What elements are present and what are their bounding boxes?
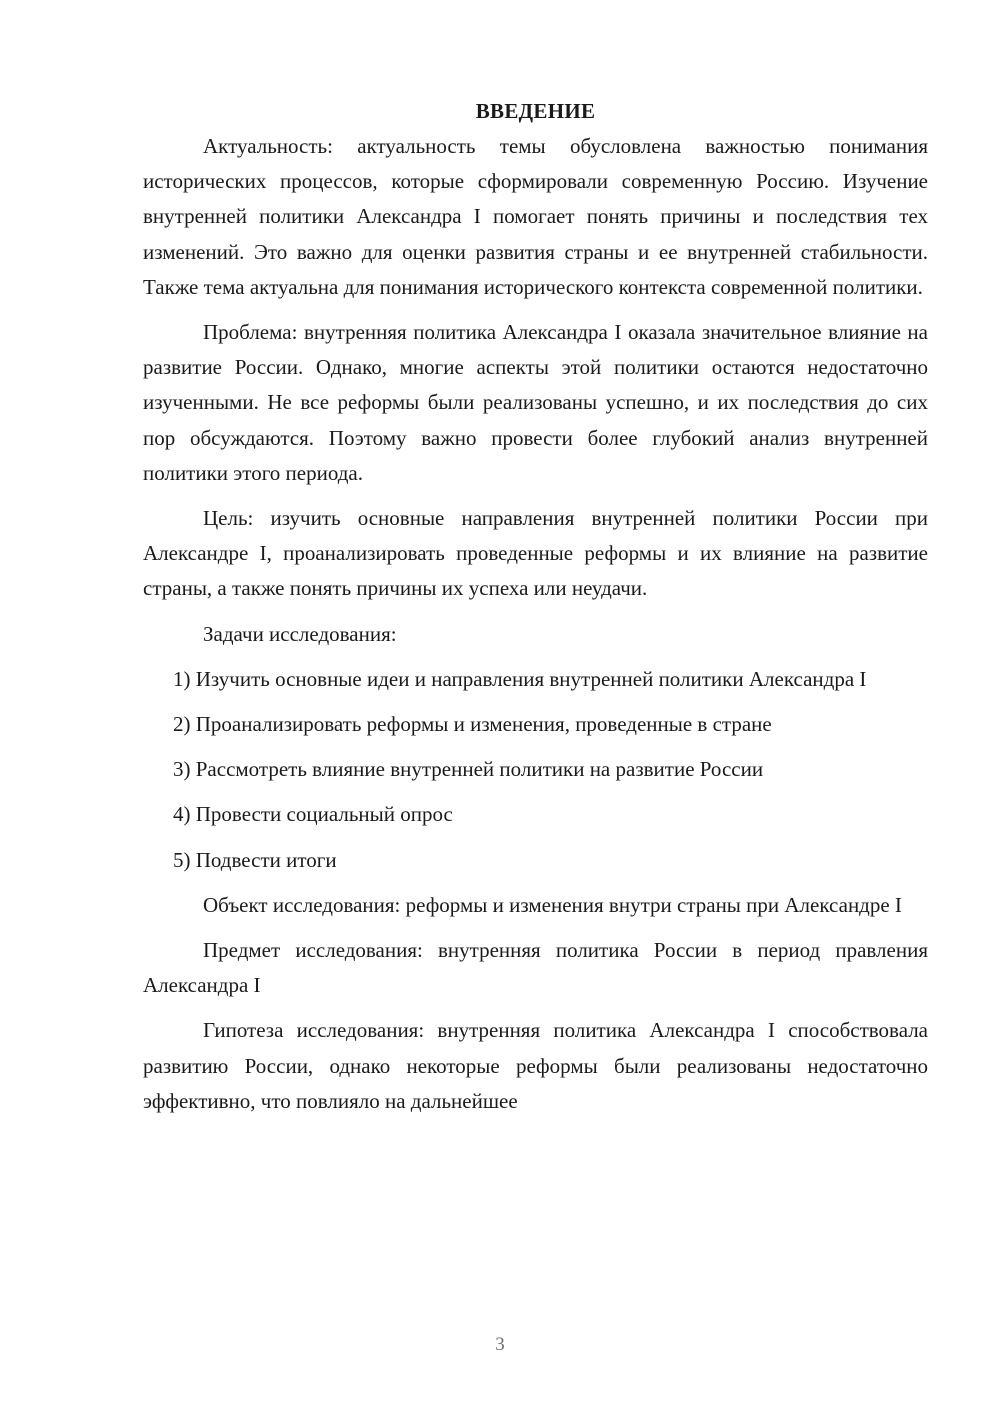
task-item: 3) Рассмотреть влияние внутренней политики на развитие России [173,757,764,782]
task-item: 2) Проанализировать реформы и изменения, проведенные в стране [173,712,772,737]
task-item: 4) Провести социальный опрос [173,802,453,827]
task-item: 5) Подвести итоги [173,847,337,872]
tasks-heading: Задачи исследования: [203,621,397,646]
goal-paragraph: Цель: изучить основные направления внутренней политики России при Александре I, проанализировать проведенные реформы и их влияние на развитие страны, а также понять причины их успеха или неудачи. [143,506,928,601]
task-item: 1) Изучить основные идеи и направления внутренней политики Александра I [173,666,867,691]
subject-paragraph: Предмет исследования: внутренняя политика России в период правления Александра I [143,938,928,998]
relevance-paragraph: Актуальность: актуальность темы обусловлена важностью понимания исторических процессов, которые сформировали современную Россию. Изучение внутренней политики Александра I помогает понять причины и последствия тех изменений. Это важно для оценки развития страны и ее внутренней стабильности. Также тема актуальна для понимания исторического контекста современной политики. [143,134,928,299]
problem-paragraph: Проблема: внутренняя политика Александра I оказала значительное влияние на развитие России. Однако, многие аспекты этой политики остаются недостаточно изученными. Не все реформы были реализованы успешно, и их последствия до сих пор обсуждаются. Поэтому важно провести более глубокий анализ внутренней политики этого периода. [143,320,928,485]
section-title: ВВЕДЕНИЕ [475,99,596,123]
document-page [143,94,928,1119]
object-paragraph: Объект исследования: реформы и изменения внутри страны при Александре I [203,892,902,917]
page-number: 3 [495,1334,505,1355]
hypothesis-paragraph: Гипотеза исследования: внутренняя политика Александра I способствовала развитию России, однако некоторые реформы были реализованы недостаточно эффективно, что повлияло на дальнейшее [143,1018,928,1113]
